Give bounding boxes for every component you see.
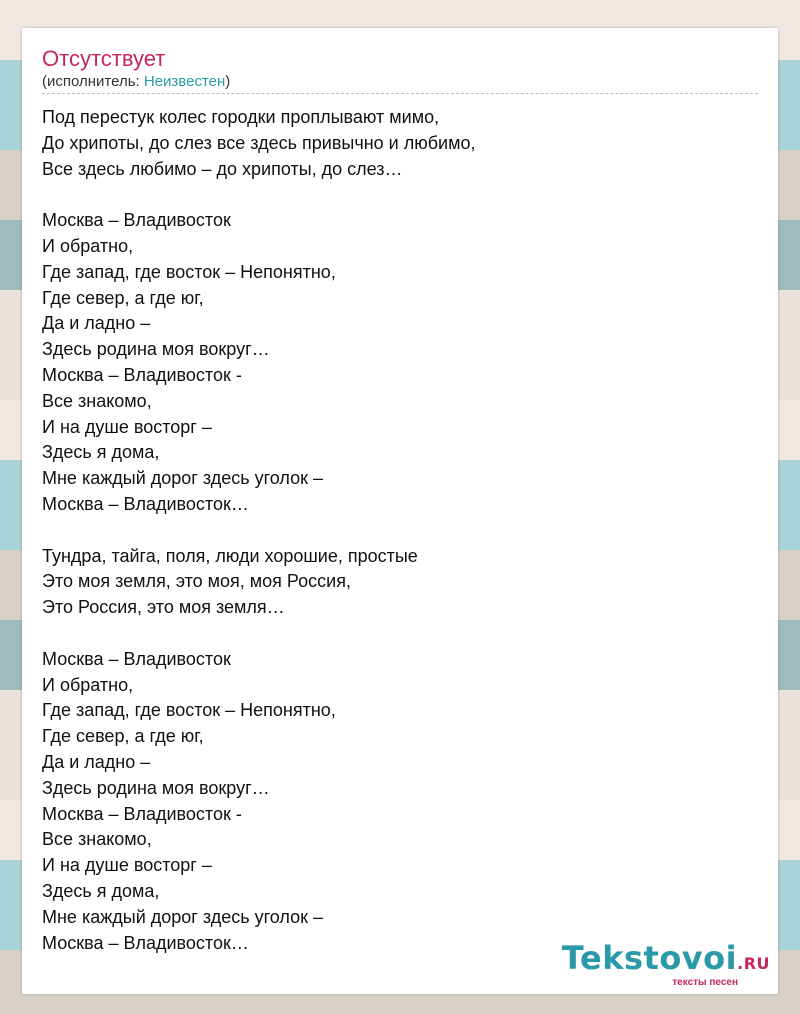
artist-suffix: ) [225,73,231,90]
artist-link[interactable]: Неизвестен [143,73,226,90]
lyrics-text [42,105,475,956]
lyric-line: Мне каждый дорог здесь уголок – [42,468,324,489]
lyric-line: И на душе восторг – [42,416,212,437]
lyric-line: Да и ладно – [42,751,151,772]
lyric-line: Это моя земля, это моя, моя Россия, [42,571,351,592]
lyric-line [42,621,475,647]
lyric-line: Москва – Владивосток - [42,364,242,385]
lyric-line: И обратно, [42,674,134,695]
lyric-line: Где запад, где восток – Непонятно, [42,261,336,282]
song-title: Отсутствует [42,46,166,71]
lyric-line: Тундра, тайга, поля, люди хорошие, простые [42,545,418,566]
lyric-line: Мне каждый дорог здесь уголок – [42,906,324,927]
lyric-line: Здесь родина моя вокруг… [42,777,270,798]
lyric-line: Где север, а где юг, [42,287,204,308]
lyric-line: Все знакомо, [42,829,152,850]
title-divider [42,93,758,94]
logo-text: Tekstovoi [561,939,738,977]
lyrics-card [22,28,778,994]
site-logo[interactable] [561,939,770,988]
lyric-line: Москва – Владивосток… [42,932,249,953]
logo-subtitle: тексты песен [672,977,738,988]
lyric-line: Здесь я дома, [42,442,160,463]
lyric-line [42,518,475,544]
lyric-line: Здесь родина моя вокруг… [42,339,270,360]
lyric-line: Где север, а где юг, [42,726,204,747]
lyric-line: И обратно, [42,235,134,256]
lyric-line: Москва – Владивосток [42,648,231,669]
lyric-line: Все знакомо, [42,390,152,411]
lyric-line: Да и ладно – [42,313,151,334]
artist-prefix: (исполнитель: [42,73,144,90]
lyric-line: Москва – Владивосток… [42,493,249,514]
artist-line [42,73,230,91]
lyric-line: Москва – Владивосток - [42,803,242,824]
lyric-line: Под перестук колес городки проплывают мимо, [42,107,440,127]
lyric-line: Это Россия, это моя земля… [42,597,285,618]
lyric-line: Москва – Владивосток [42,210,231,231]
lyric-line: До хрипоты, до слез все здесь привычно и любимо, [42,132,476,153]
logo-tld: .RU [737,954,770,973]
lyric-line: Где запад, где восток – Непонятно, [42,700,336,721]
lyric-line: Все здесь любимо – до хрипоты, до слез… [42,158,403,179]
lyric-line [42,182,475,208]
lyric-line: И на душе восторг – [42,855,212,876]
lyric-line: Здесь я дома, [42,880,160,901]
